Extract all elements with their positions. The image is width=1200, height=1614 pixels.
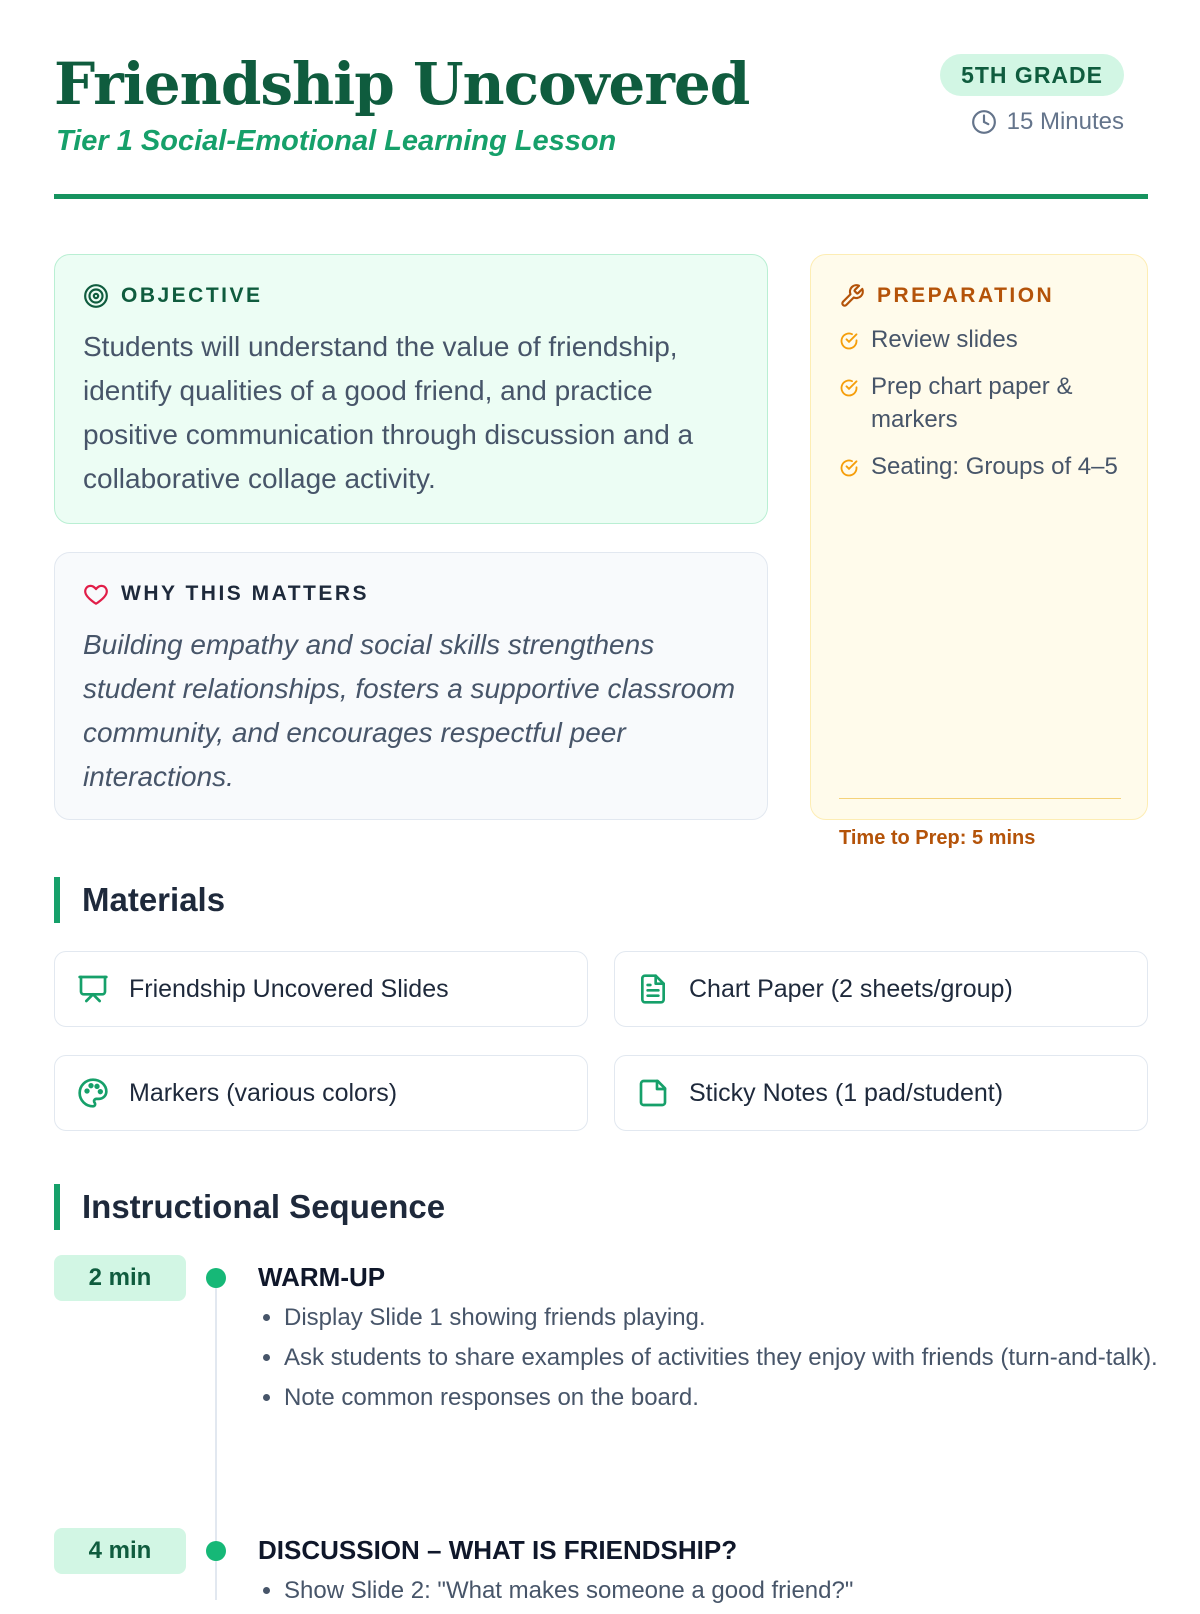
preparation-heading-text: PREPARATION xyxy=(877,284,1055,307)
list-item xyxy=(839,450,1129,483)
objective-text: Students will understand the value of friendship, identify qualities of a good friend, and practice positive communication through discussion and a collaborative collage activity. xyxy=(83,331,694,494)
objective-card xyxy=(54,254,768,524)
preparation-heading xyxy=(839,283,1054,309)
material-label: Markers (various colors) xyxy=(129,1078,398,1107)
list-item xyxy=(839,323,1129,356)
prep-item-text: Prep chart paper & markers xyxy=(871,373,1073,433)
step-title: DISCUSSION – WHAT IS FRIENDSHIP? xyxy=(258,1535,738,1565)
step-time-badge: 2 min xyxy=(54,1255,186,1301)
material-item xyxy=(614,1055,1148,1131)
palette-icon xyxy=(77,1077,109,1109)
step-bullets xyxy=(258,1301,1174,1421)
material-item xyxy=(54,1055,588,1131)
check-circle-icon xyxy=(839,331,859,351)
objective-heading xyxy=(83,283,263,309)
step-time-badge: 4 min xyxy=(54,1528,186,1574)
materials-heading: Materials xyxy=(54,877,225,923)
why-card xyxy=(54,552,768,820)
objective-heading-text: OBJECTIVE xyxy=(121,284,263,307)
clock-icon xyxy=(971,109,997,135)
page-subtitle: Tier 1 Social-Emotional Learning Lesson xyxy=(56,125,617,157)
material-item xyxy=(614,951,1148,1027)
heart-icon xyxy=(83,581,109,607)
duration-text: 15 Minutes xyxy=(1006,108,1124,135)
page-title: Friendship Uncovered xyxy=(54,50,750,118)
wrench-icon xyxy=(839,283,865,309)
prep-time: Time to Prep: 5 mins xyxy=(839,827,1036,849)
list-item: • Show Slide 2: "What makes someone a good friend?" xyxy=(284,1574,1174,1607)
list-item: • Note common responses on the board. xyxy=(284,1381,1174,1414)
preparation-card xyxy=(810,254,1148,849)
check-circle-icon xyxy=(839,378,859,398)
material-label: Chart Paper (2 sheets/group) xyxy=(689,974,1013,1003)
sticky-note-icon xyxy=(637,1077,669,1109)
material-label: Friendship Uncovered Slides xyxy=(129,974,449,1003)
list-item: • Display Slide 1 showing friends playing. xyxy=(284,1301,1174,1334)
timeline-dot xyxy=(206,1268,226,1288)
sequence-heading: Instructional Sequence xyxy=(54,1184,445,1230)
header-divider xyxy=(54,194,1148,199)
duration xyxy=(971,108,1124,136)
grade-badge: 5TH GRADE xyxy=(940,54,1124,96)
material-label: Sticky Notes (1 pad/student) xyxy=(689,1078,1004,1107)
list-item xyxy=(839,370,1129,436)
why-heading-text: WHY THIS MATTERS xyxy=(121,582,370,605)
check-circle-icon xyxy=(839,458,859,478)
target-icon xyxy=(83,283,109,309)
material-item xyxy=(54,951,588,1027)
why-heading xyxy=(83,581,369,607)
step-title: WARM-UP xyxy=(258,1262,386,1292)
step-bullets xyxy=(258,1574,1174,1614)
prep-item-text: Review slides xyxy=(871,326,1018,353)
list-item: • Ask students to share examples of activities they enjoy with friends (turn-and-talk). xyxy=(284,1341,1174,1374)
preparation-list xyxy=(839,323,1129,497)
presentation-icon xyxy=(77,973,109,1005)
preparation-divider xyxy=(839,798,1121,799)
prep-item-text: Seating: Groups of 4–5 xyxy=(871,453,1118,480)
document-icon xyxy=(637,973,669,1005)
timeline-dot xyxy=(206,1541,226,1561)
why-text: Building empathy and social skills strengthens student relationships, fosters a supportive classroom community, and encourages respectful peer interactions. xyxy=(83,629,736,792)
